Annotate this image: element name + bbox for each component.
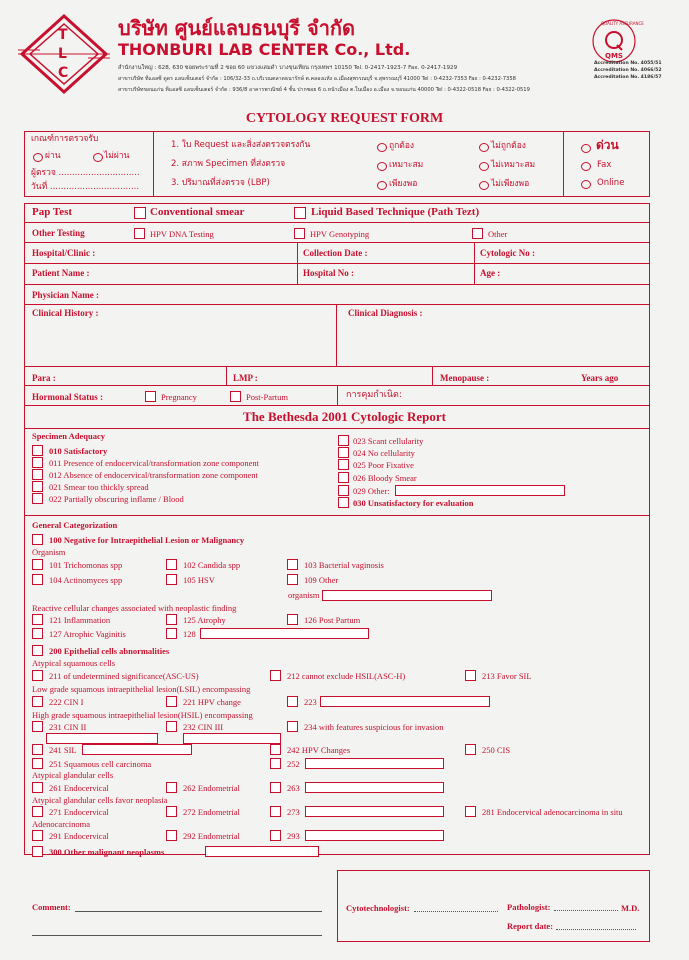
adequacy-029-label: 029 Other:: [353, 486, 390, 496]
organism-field-label: organism: [288, 590, 320, 600]
fax-radio[interactable]: [581, 162, 591, 171]
gl-263-checkbox[interactable]: [270, 782, 281, 793]
reactive-127-label: 127 Atrophic Vaginitis: [49, 629, 126, 639]
reactive-128-field[interactable]: [200, 628, 369, 639]
adequacy-030-checkbox[interactable]: [338, 497, 349, 508]
menopause-label: Menopause :: [440, 373, 490, 383]
seal-ring-text: QUALITY ASSURANCE: [601, 21, 644, 26]
criteria-fail-radio[interactable]: [93, 153, 103, 162]
malignant-300-checkbox[interactable]: [32, 846, 43, 857]
hsil-231-label: 231 CIN II: [49, 722, 87, 732]
clinical-diagnosis-label: Clinical Diagnosis :: [348, 308, 423, 318]
row-242-label: 242 HPV Changes: [287, 745, 351, 755]
hpv-dna-checkbox[interactable]: [134, 228, 145, 239]
reactive-126-label: 126 Post Partum: [304, 615, 361, 625]
lmp-label: LMP :: [233, 373, 258, 383]
adeno-291-checkbox[interactable]: [32, 830, 43, 841]
adequacy-011-checkbox[interactable]: [32, 457, 43, 468]
online-label: Online: [597, 178, 625, 188]
org-103-label: 103 Bacterial vaginosis: [304, 560, 384, 570]
org-105-label: 105 HSV: [183, 575, 215, 585]
row-241-label: 241 SIL: [49, 745, 77, 755]
org-102-checkbox[interactable]: [166, 559, 177, 570]
glneo-272-checkbox[interactable]: [166, 806, 177, 817]
org-102-label: 102 Candida spp: [183, 560, 241, 570]
address-branch-1: สาขาบริษัท ทีแอลซี ดูดร แลบเซ็นเตอร์ จำกัด : 106/32-33 ถ.บริเวณตลาดธนารักษ์ ต.คลองแห้ง อ.เมืองสุพรรณบุรี จ.สุพรรณบุรี 41000 Tel : 0-4232-7353 Fax : 0-4232-7358: [118, 76, 516, 82]
adeno-293-checkbox[interactable]: [270, 830, 281, 841]
hospital-clinic-label: Hospital/Clinic :: [32, 248, 96, 258]
conventional-smear-checkbox[interactable]: [134, 207, 146, 219]
check-3-ng-radio[interactable]: [479, 181, 489, 190]
org-104-checkbox[interactable]: [32, 574, 43, 585]
organism-subtitle: Organism: [32, 547, 66, 557]
post-partum-label: Post-Partum: [246, 392, 289, 402]
liquid-based-checkbox[interactable]: [294, 207, 306, 219]
check-2-ok-radio[interactable]: [377, 162, 387, 171]
check-1-ng-label: ไม่ถูกต้อง: [491, 141, 526, 151]
cytologic-no-label: Cytologic No :: [480, 248, 535, 258]
glneo-273-label: 273: [287, 807, 300, 817]
check-1-ok-radio[interactable]: [377, 143, 387, 152]
pap-test-label: Pap Test: [32, 206, 73, 218]
reactive-128-label: 128: [183, 629, 196, 639]
adequacy-022-label: 022 Partially obscuring inflame / Blood: [49, 494, 184, 504]
adequacy-026-label: 026 Bloody Smear: [353, 473, 417, 483]
gl-263-label: 263: [287, 783, 300, 793]
glneo-272-label: 272 Endometrial: [183, 807, 240, 817]
gl-263-field[interactable]: [305, 782, 444, 793]
org-109-label: 109 Other: [304, 575, 339, 585]
adequacy-029-other-field[interactable]: [395, 485, 565, 496]
hsil-231-field[interactable]: [46, 733, 158, 744]
sq-213-checkbox[interactable]: [465, 670, 476, 681]
comment-label: Comment:: [32, 902, 71, 912]
pregnancy-checkbox[interactable]: [145, 391, 156, 402]
cytotechnologist-field[interactable]: [414, 911, 498, 912]
reactive-subtitle: Reactive cellular changes associated with neoplastic finding: [32, 603, 237, 613]
conventional-smear-label: Conventional smear: [150, 206, 245, 218]
adequacy-010-checkbox[interactable]: [32, 445, 43, 456]
criteria-pass-radio[interactable]: [33, 153, 43, 162]
accreditation-1: Accreditation No. 4055/51: [594, 61, 662, 66]
hormonal-status-label: Hormonal Status :: [32, 392, 104, 402]
adenocarcinoma-subtitle: Adenocarcinoma: [32, 819, 91, 829]
reactive-125-checkbox[interactable]: [166, 614, 177, 625]
adeno-293-label: 293: [287, 831, 300, 841]
company-logo: [18, 14, 110, 94]
pregnancy-label: Pregnancy: [161, 392, 197, 402]
report-date-label: Report date:: [507, 921, 554, 931]
company-name-thai: บริษัท ศูนย์แลบธนบุรี จำกัด: [118, 16, 356, 40]
org-104-label: 104 Actinomyces spp: [49, 575, 123, 585]
reactive-125-label: 125 Atrophy: [183, 615, 226, 625]
years-ago-label: Years ago: [581, 373, 619, 383]
lsil-221-label: 221 HPV change: [183, 697, 241, 707]
other-testing-option-label: Other: [488, 229, 508, 239]
epi-200-label: 200 Epithelial cells abnormalities: [49, 646, 170, 656]
comment-line-2[interactable]: [32, 935, 322, 936]
md-label: M.D.: [621, 903, 640, 913]
org-109-checkbox[interactable]: [287, 574, 298, 585]
criteria-fail-label: ไม่ผ่าน: [104, 151, 130, 161]
reactive-126-checkbox[interactable]: [287, 614, 298, 625]
lsil-222-label: 222 CIN I: [49, 697, 84, 707]
hsil-232-checkbox[interactable]: [166, 721, 177, 732]
sq-213-label: 213 Favor SIL: [482, 671, 532, 681]
check-3-ok-label: เพียงพอ: [389, 179, 418, 189]
address-head-office: สำนักงานใหญ่ : 628, 630 ซอยพระรามที่ 2 ซอย 60 แขวงแสมดำ บางขุนเทียน กรุงเทพฯ 10150 Tel. 0-2417-1923-7 Fax. 0-2417-1929: [118, 65, 458, 71]
check-2-ok-label: เหมาะสม: [389, 160, 424, 170]
malignant-300-field[interactable]: [205, 846, 319, 857]
cytotechnologist-label: Cytotechnologist:: [346, 903, 410, 913]
adequacy-025-checkbox[interactable]: [338, 459, 349, 470]
hsil-232-field[interactable]: [183, 733, 281, 744]
check-1-ok-label: ถูกต้อง: [389, 141, 415, 151]
clinical-history-label: Clinical History :: [32, 308, 99, 318]
lsil-223-checkbox[interactable]: [287, 696, 298, 707]
adequacy-021-checkbox[interactable]: [32, 481, 43, 492]
gl-261-label: 261 Endocervical: [49, 783, 109, 793]
glneo-281-label: 281 Endocervical adenocarcinoma in situ: [482, 807, 623, 817]
lsil-222-checkbox[interactable]: [32, 696, 43, 707]
reactive-128-checkbox[interactable]: [166, 628, 177, 639]
urgent-radio[interactable]: [581, 144, 591, 153]
physician-name-label: Physician Name :: [32, 290, 99, 300]
sq-211-checkbox[interactable]: [32, 670, 43, 681]
row-251-checkbox[interactable]: [32, 758, 43, 769]
adequacy-010-label: 010 Satisfactory: [49, 446, 108, 456]
hsil-subtitle: High grade squamous intraepithelial lesion(HSIL) encompassing: [32, 710, 253, 720]
liquid-based-label: Liquid Based Technique (Path Tezt): [311, 206, 480, 218]
comment-line-1[interactable]: [75, 911, 322, 912]
adeno-292-checkbox[interactable]: [166, 830, 177, 841]
other-testing-checkbox[interactable]: [472, 228, 483, 239]
atypical-glandular-subtitle: Atypical glandular cells: [32, 770, 114, 780]
nilm-100-label: 100 Negative for Intraepithelial Lesion or Malignancy: [49, 535, 245, 545]
hsil-232-label: 232 CIN III: [183, 722, 224, 732]
patient-name-label: Patient Name :: [32, 268, 90, 278]
gl-262-checkbox[interactable]: [166, 782, 177, 793]
glneo-271-checkbox[interactable]: [32, 806, 43, 817]
lsil-223-label: 223: [304, 697, 317, 707]
hsil-231-checkbox[interactable]: [32, 721, 43, 732]
accreditation-3: Accreditation No. 4186/57: [594, 75, 662, 80]
adequacy-011-label: 011 Presence of endocervical/transformation zone component: [49, 458, 259, 468]
adequacy-012-checkbox[interactable]: [32, 469, 43, 480]
row-241-checkbox[interactable]: [32, 744, 43, 755]
adeno-293-field[interactable]: [305, 830, 444, 841]
form-title: CYTOLOGY REQUEST FORM: [245, 111, 444, 126]
report-date-field[interactable]: [556, 929, 636, 930]
collection-date-label: Collection Date :: [303, 248, 368, 258]
hsil-234-label: 234 with features suspicious for invasion: [304, 722, 444, 732]
reactive-127-checkbox[interactable]: [32, 628, 43, 639]
adequacy-026-checkbox[interactable]: [338, 472, 349, 483]
adeno-292-label: 292 Endometrial: [183, 831, 240, 841]
row-242-checkbox[interactable]: [270, 744, 281, 755]
hpv-dna-label: HPV DNA Testing: [150, 229, 214, 239]
glneo-281-checkbox[interactable]: [465, 806, 476, 817]
atypical-glandular-neoplasia-subtitle: Atypical glandular cells favor neoplasia: [32, 795, 168, 805]
company-name-english: THONBURI LAB CENTER Co., Ltd.: [118, 40, 411, 59]
check-2-ng-radio[interactable]: [479, 162, 489, 171]
adequacy-012-label: 012 Absence of endocervical/transformation zone component: [49, 470, 258, 480]
para-label: Para :: [32, 373, 56, 383]
adequacy-023-label: 023 Scant cellularity: [353, 436, 424, 446]
hpv-genotyping-label: HPV Genotyping: [310, 229, 370, 239]
check-3-label: 3. ปริมาณที่ส่งตรวจ (LBP): [171, 178, 270, 188]
adequacy-022-checkbox[interactable]: [32, 493, 43, 504]
contraception-label: การคุมกำเนิด:: [346, 390, 402, 400]
specimen-adequacy-title: Specimen Adequacy: [32, 431, 105, 441]
org-101-checkbox[interactable]: [32, 559, 43, 570]
check-1-ng-radio[interactable]: [479, 143, 489, 152]
reactive-121-label: 121 Inflammation: [49, 615, 111, 625]
age-label: Age :: [480, 268, 501, 278]
row-252-field[interactable]: [305, 758, 444, 769]
adequacy-024-checkbox[interactable]: [338, 447, 349, 458]
org-103-checkbox[interactable]: [287, 559, 298, 570]
epi-200-checkbox[interactable]: [32, 645, 43, 656]
nilm-100-checkbox[interactable]: [32, 534, 43, 545]
seal-qms-text: QMS: [605, 52, 623, 60]
qms-seal: [588, 18, 644, 64]
check-3-ok-radio[interactable]: [377, 181, 387, 190]
organism-other-field[interactable]: [322, 590, 492, 601]
atypical-squamous-subtitle: Atypical squamous cells: [32, 658, 116, 668]
row-251-label: 251 Squamous cell carcinoma: [49, 759, 152, 769]
lsil-221-checkbox[interactable]: [166, 696, 177, 707]
adequacy-030-label: 030 Unsatisfactory for evaluation: [353, 498, 474, 508]
fax-label: Fax: [597, 160, 612, 170]
sq-212-checkbox[interactable]: [270, 670, 281, 681]
lsil-subtitle: Low grade squamous intraepithelial lesion(LSIL) encompassing: [32, 684, 251, 694]
glneo-271-label: 271 Endocervical: [49, 807, 109, 817]
adequacy-023-checkbox[interactable]: [338, 435, 349, 446]
criteria-date[interactable]: วันที่ .................................: [31, 182, 140, 192]
pathologist-field[interactable]: [554, 910, 618, 911]
gl-261-checkbox[interactable]: [32, 782, 43, 793]
adequacy-025-label: 025 Poor Fixative: [353, 460, 414, 470]
row-250-label: 250 CIS: [482, 745, 511, 755]
online-radio[interactable]: [581, 180, 591, 189]
sq-211-label: 211 of undetermined significance(ASC-US): [49, 671, 199, 681]
hsil-234-checkbox[interactable]: [287, 721, 298, 732]
report-title: The Bethesda 2001 Cytologic Report: [243, 409, 446, 424]
logo-letter-l: L: [58, 46, 67, 62]
sq-212-label: 212 cannot exclude HSIL(ASC-H): [287, 671, 406, 681]
other-testing-label: Other Testing: [32, 228, 85, 238]
hpv-genotyping-checkbox[interactable]: [294, 228, 305, 239]
hospital-no-label: Hospital No :: [303, 268, 355, 278]
logo-letter-t: T: [58, 27, 68, 43]
org-101-label: 101 Trichomonas spp: [49, 560, 123, 570]
glneo-273-field[interactable]: [305, 806, 444, 817]
check-3-ng-label: ไม่เพียงพอ: [491, 179, 530, 189]
criteria-checker[interactable]: ผู้ตรวจ ..............................: [31, 168, 140, 178]
row-252-checkbox[interactable]: [270, 758, 281, 769]
pathologist-label: Pathologist:: [507, 902, 551, 912]
check-2-label: 2. สภาพ Specimen ที่ส่งตรวจ: [171, 159, 286, 169]
malignant-300-label: 300 Other malignant neoplasms: [49, 847, 165, 857]
gl-262-label: 262 Endometrial: [183, 783, 240, 793]
adequacy-029-checkbox[interactable]: [338, 485, 349, 496]
criteria-title: เกณฑ์การตรวจรับ: [31, 134, 99, 144]
lsil-223-field[interactable]: [320, 696, 490, 707]
accreditation-2: Accreditation No. 4066/52: [594, 68, 662, 73]
check-2-ng-label: ไม่เหมาะสม: [491, 160, 536, 170]
adequacy-021-label: 021 Smear too thickly spread: [49, 482, 149, 492]
urgent-label: ด่วน: [596, 138, 619, 152]
row-241-field[interactable]: [82, 744, 192, 755]
logo-letter-c: C: [58, 65, 69, 81]
glneo-273-checkbox[interactable]: [270, 806, 281, 817]
reactive-121-checkbox[interactable]: [32, 614, 43, 625]
adeno-291-label: 291 Endocervical: [49, 831, 109, 841]
row-250-checkbox[interactable]: [465, 744, 476, 755]
check-1-label: 1. ใบ Request และสิ่งส่งตรวจตรงกัน: [171, 140, 311, 150]
post-partum-checkbox[interactable]: [230, 391, 241, 402]
address-branch-2: สาขาบริษัทขอนแก่น ทีแอลซี แลบเซ็นเตอร์ จำกัด : 936/8 อาคารพาณิชย์ 4 ชั้น ปากซอย 6 ถ.หน้าเมือง ต.ในเมือง อ.เมือง จ.ขอนแก่น 40000 Tel : 0-4322-0518 Fax : 0-4322-0519: [118, 87, 530, 93]
org-105-checkbox[interactable]: [166, 574, 177, 585]
general-categorization-title: General Categorization: [32, 520, 118, 530]
row-252-label: 252: [287, 759, 300, 769]
criteria-pass-label: ผ่าน: [45, 151, 61, 161]
adequacy-024-label: 024 No cellularity: [353, 448, 415, 458]
